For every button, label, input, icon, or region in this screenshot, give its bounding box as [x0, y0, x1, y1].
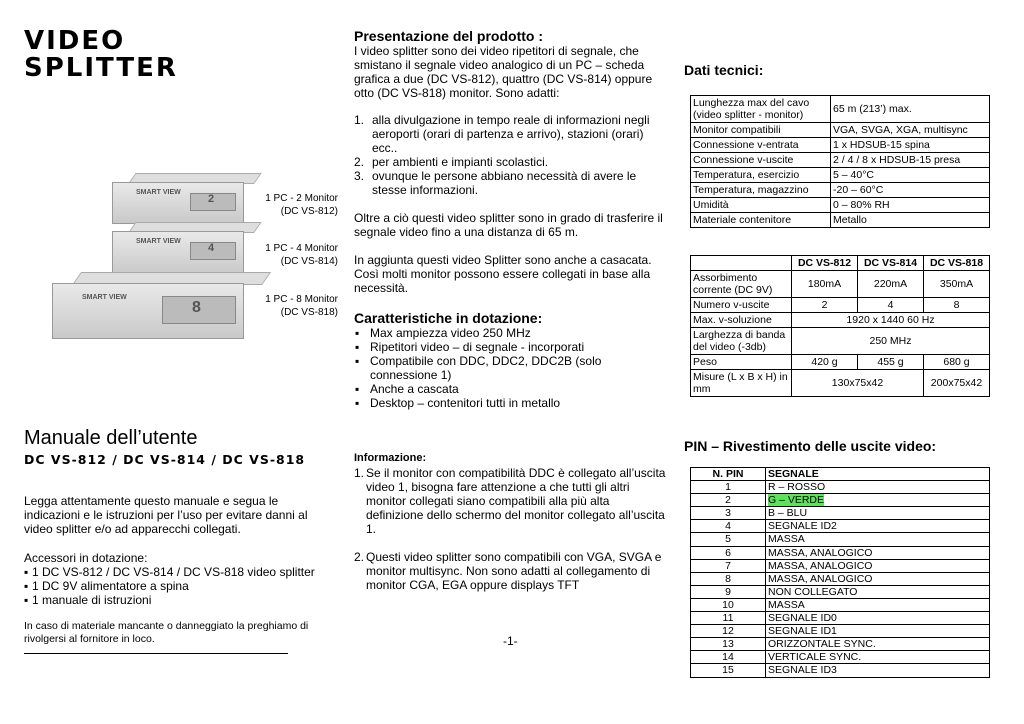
manual-models: DC VS-812 / DC VS-814 / DC VS-818 — [24, 452, 306, 467]
tech-value-cell: Metallo — [831, 213, 990, 228]
presentation-intro: I video splitter sono dei video ripetitori di segnale, che smistano il segnale video analogico di un PC – scheda grafica a due (DC VS-812), quattro (DC VS-814) oppure otto (DC VS-818) monitor. Sono adatti: — [354, 44, 653, 100]
tech-label-cell: Temperatura, esercizio — [691, 168, 831, 183]
table-row — [691, 494, 990, 507]
pin-number-cell: 6 — [691, 546, 766, 559]
table-row — [691, 213, 990, 228]
table-row — [691, 625, 990, 638]
product-label-818: 1 PC - 8 Monitor (DC VS-818) — [265, 294, 338, 318]
pin-signal-cell: B – BLU — [766, 507, 990, 520]
pin-signal-cell: MASSA, ANALOGICO — [766, 559, 990, 572]
list-item: ▪ 1 DC 9V alimentatore a spina — [24, 579, 334, 593]
pin-number-cell: 9 — [691, 585, 766, 598]
list-item: 3. ovunque le persone abbiano necessità di avere le stesse informazioni. — [354, 169, 637, 197]
product-label-814: 1 PC - 4 Monitor (DC VS-814) — [265, 243, 338, 267]
features-title: Caratteristiche in dotazione: — [354, 310, 543, 326]
tech-table — [690, 95, 990, 228]
title-line-2: SPLITTER — [24, 53, 178, 83]
list-item: 1. Se il monitor con compatibilità DDC è collegato all’uscita video 1, bisogna fare attenzione a che tutti gli altri monitor collegati siano compatibili alla più alta definizione dello schermo del monitor collegato all’uscita 1. — [354, 466, 666, 536]
table-row — [691, 546, 990, 559]
list-item: ▪ Max ampiezza video 250 MHz — [354, 326, 654, 340]
pin-table — [690, 467, 990, 678]
tech-value-cell: 2 / 4 / 8 x HDSUB-15 presa — [831, 153, 990, 168]
pin-signal-cell: MASSA — [766, 533, 990, 546]
product-image-812: SMART VIEW 2 — [112, 173, 262, 225]
pin-number-cell: 11 — [691, 612, 766, 625]
table-row — [691, 96, 990, 123]
tech-value-cell: 0 – 80% RH — [831, 198, 990, 213]
pin-signal-cell: R – ROSSO — [766, 481, 990, 494]
list-item: ▪ 1 manuale di istruzioni — [24, 593, 334, 607]
tech-value-cell: 1 x HDSUB-15 spina — [831, 138, 990, 153]
tech-label-cell: Materiale contenitore — [691, 213, 831, 228]
table-row: N. PIN SEGNALE — [691, 468, 990, 481]
pin-signal-cell: ORIZZONTALE SYNC. — [766, 638, 990, 651]
tech-label-cell: Lunghezza max del cavo (video splitter - monitor) — [691, 96, 831, 123]
table-row — [691, 533, 990, 546]
manual-intro: Legga attentamente questo manuale e segua le indicazioni e le istruzioni per l’uso per evitare danni al video splitter e/o ad apparecchi collegati. — [24, 494, 308, 536]
table-row — [691, 168, 990, 183]
divider — [24, 653, 288, 654]
list-item: 2. per ambienti e impianti scolastici. — [354, 155, 549, 169]
pin-signal-cell: SEGNALE ID2 — [766, 520, 990, 533]
list-item: 2. Questi video splitter sono compatibili con VGA, SVGA e monitor multisync. Non sono adatti al collegamento di monitor CGA, EGA oppure displays TFT — [354, 550, 662, 592]
table-row — [691, 598, 990, 611]
table-row — [691, 520, 990, 533]
list-item: 1. alla divulgazione in tempo reale di informazioni negli aeroporti (orari di partenza e arrivo), stazioni (orari) ecc.. — [354, 113, 650, 155]
pin-signal-cell: SEGNALE ID1 — [766, 625, 990, 638]
table-row: Larghezza di banda del video (-3db) 250 MHz — [691, 328, 990, 355]
table-row — [691, 638, 990, 651]
pin-signal-cell: G – VERDE — [766, 494, 990, 507]
table-row — [691, 664, 990, 677]
tech-value-cell: 5 – 40°C — [831, 168, 990, 183]
table-row: Assorbimento corrente (DC 9V) 180mA 220mA 350mA — [691, 271, 990, 298]
presentation-para2: Oltre a ciò questi video splitter sono in grado di trasferire il segnale video fino a una distanza di 65 m. — [354, 211, 663, 239]
tech-label-cell: Monitor compatibili — [691, 123, 831, 138]
pin-signal-cell: MASSA, ANALOGICO — [766, 572, 990, 585]
tech-value-cell: 65 m (213’) max. — [831, 96, 990, 123]
table-row — [691, 612, 990, 625]
table-row: Max. v-soluzione 1920 x 1440 60 Hz — [691, 313, 990, 328]
table-row: Peso 420 g 455 g 680 g — [691, 355, 990, 370]
pin-number-cell: 4 — [691, 520, 766, 533]
tech-label-cell: Temperatura, magazzino — [691, 183, 831, 198]
table-row: Misure (L x B x H) in mm 130x75x42 200x75x42 — [691, 370, 990, 397]
list-item: ▪ Compatibile con DDC, DDC2, DDC2B (solo connessione 1) — [354, 354, 654, 382]
product-label-812: 1 PC - 2 Monitor (DC VS-812) — [265, 193, 338, 217]
pin-number-cell: 5 — [691, 533, 766, 546]
pin-signal-cell: SEGNALE ID0 — [766, 612, 990, 625]
document-title — [24, 28, 178, 82]
table-row: DC VS-812 DC VS-814 DC VS-818 — [691, 256, 990, 271]
tech-value-cell: VGA, SVGA, XGA, multisync — [831, 123, 990, 138]
accessories-list — [24, 565, 334, 607]
tech-label-cell: Connessione v-entrata — [691, 138, 831, 153]
pin-number-cell: 3 — [691, 507, 766, 520]
table-row — [691, 572, 990, 585]
tech-title: Dati tecnici: — [684, 62, 764, 78]
pin-number-cell: 2 — [691, 494, 766, 507]
tech-value-cell: -20 – 60°C — [831, 183, 990, 198]
table-row — [691, 123, 990, 138]
table-row — [691, 481, 990, 494]
pin-signal-cell: SEGNALE ID3 — [766, 664, 990, 677]
tech-label-cell: Connessione v-uscite — [691, 153, 831, 168]
table-row — [691, 138, 990, 153]
pin-signal-cell: MASSA — [766, 598, 990, 611]
accessories-title: Accessori in dotazione: — [24, 551, 148, 565]
table-row — [691, 585, 990, 598]
info-list — [354, 466, 669, 592]
models-table — [690, 255, 990, 397]
table-row — [691, 507, 990, 520]
accessories-section — [24, 551, 334, 607]
pin-number-cell: 13 — [691, 638, 766, 651]
table-row: Numero v-uscite 2 4 8 — [691, 298, 990, 313]
list-item: ▪ 1 DC VS-812 / DC VS-814 / DC VS-818 video splitter — [24, 565, 334, 579]
info-title: Informazione: — [354, 452, 427, 464]
list-item: ▪ Desktop – contenitori tutti in metallo — [354, 396, 654, 410]
pin-number-cell: 1 — [691, 481, 766, 494]
pin-number-cell: 8 — [691, 572, 766, 585]
manual-title: Manuale dell’utente — [24, 427, 198, 449]
tech-label-cell: Umidità — [691, 198, 831, 213]
product-image-818: SMART VIEW 8 — [52, 272, 262, 340]
table-row — [691, 651, 990, 664]
pin-number-cell: 10 — [691, 598, 766, 611]
uses-list — [354, 113, 659, 197]
pin-signal-cell: NON COLLEGATO — [766, 585, 990, 598]
product-image-814: SMART VIEW 4 — [112, 222, 262, 274]
pin-number-cell: 7 — [691, 559, 766, 572]
list-item: ▪ Ripetitori video – di segnale - incorporati — [354, 340, 654, 354]
table-row — [691, 183, 990, 198]
missing-material-note: In caso di materiale mancante o danneggiato la preghiamo di rivolgersi al fornitore in loco. — [24, 620, 309, 645]
list-item: ▪ Anche a cascata — [354, 382, 654, 396]
presentation-title: Presentazione del prodotto : — [354, 28, 544, 44]
pin-title: PIN – Rivestimento delle uscite video: — [684, 438, 937, 454]
table-row — [691, 559, 990, 572]
features-list — [354, 326, 654, 410]
pin-signal-cell: VERTICALE SYNC. — [766, 651, 990, 664]
title-line-1: VIDEO — [24, 26, 126, 56]
pin-number-cell: 12 — [691, 625, 766, 638]
pin-number-cell: 14 — [691, 651, 766, 664]
presentation-para3: In aggiunta questi video Splitter sono anche a casacata. Così molti monitor possono essere collegati in base alla necessità. — [354, 253, 652, 295]
table-row — [691, 198, 990, 213]
page-number: -1- — [503, 634, 518, 648]
pin-signal-cell: MASSA, ANALOGICO — [766, 546, 990, 559]
table-row — [691, 153, 990, 168]
pin-number-cell: 15 — [691, 664, 766, 677]
